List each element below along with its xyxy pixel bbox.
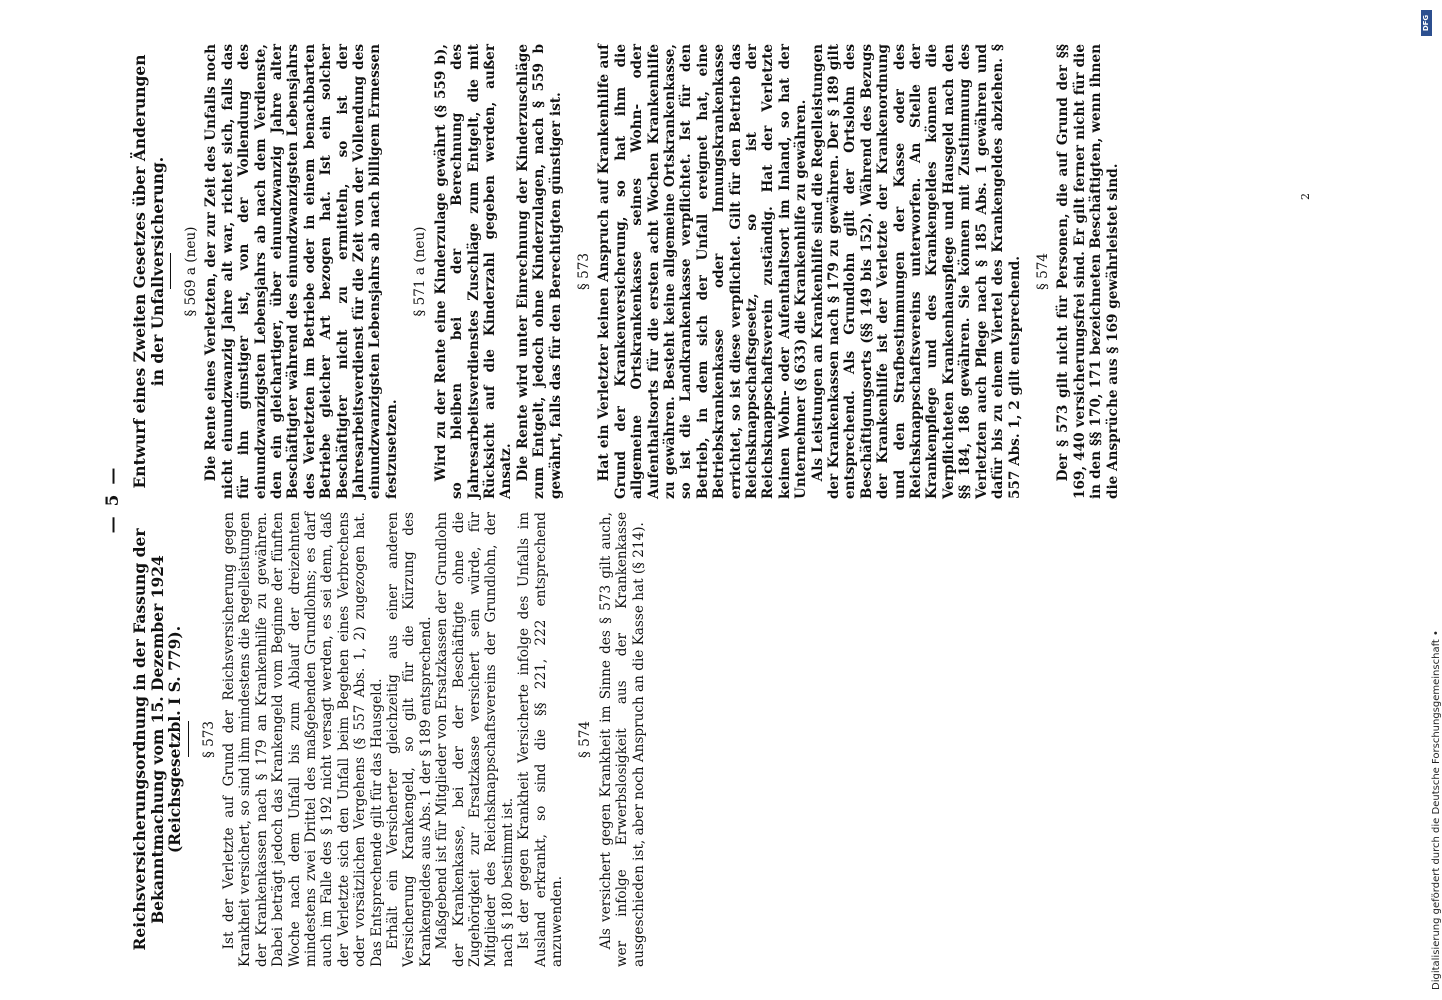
section-573-paragraph: Erhält ein Versicherter gleichzeitig aus einer anderen Versicherung Krankengeld, so gilt für die Kürzung des Krankengeldes aus Abs. 1 der § 189 entsprechend. (384, 512, 434, 967)
section-571a-paragraph: Die Rente wird unter Einrechnung der Kinderzuschläge zum Entgelt, jedoch ohne Kinderzulagen, nach § 559 b gewährt, falls das für den Berechtigten günstiger ist. (514, 44, 564, 499)
section-573-paragraph: Als Leistungen an Krankenhilfe sind die Regelleistungen der Krankenkassen nach § 179 zu gewähren. Der § 189 gilt entsprechend. Als Grundlohn gilt der Ortslohn des Beschäftigungsorts (§§ 149 bis 152). Während des Bezugs der Krankenhilfe ist der Verletzte der Krankenordnung und den Strafbestimmungen der Kasse oder des Reichsknappschaftsvereins unterworfen. An Stelle der Krankenpflege und des Krankengeldes können die Verpflichteten Krankenhauspflege und Hausgeld nach den §§ 184, 186 gewähren. Sie können mit Zustimmung des Verletzten auch Pflege nach § 185 Abs. 1 gewähren und dafür bis zu einem Viertel des Krankengeldes abziehen. § 557 Abs. 1, 2 gilt entsprechend. (809, 44, 1023, 499)
current-law-column (131, 512, 647, 967)
section-571a-paragraph: Wird zu der Rente eine Kinderzulage gewährt (§ 559 b), so bleiben bei der Berechnung des Jahresarbeitsverdienstes Zuschläge zum Entgelt, die mit Rücksicht auf die Kinderzahl gegeben werden, außer Ansatz. (432, 44, 515, 499)
draft-law-column (131, 44, 1121, 499)
section-573-paragraph: Ist der gegen Krankheit Versicherte infolge des Unfalls im Ausland erkrankt, so sind die §§ 221, 222 entsprechend anzuwenden. (516, 512, 566, 967)
digitization-note: Digitalisierung gefördert durch die Deutsche Forschungsgemeinschaft • (1431, 630, 1442, 990)
dfg-logo-text: DFG (1422, 14, 1431, 32)
section-569a-paragraph: Die Rente eines Verletzten, der zur Zeit des Unfalls noch nicht einundzwanzig Jahre alt war, richtet sich, falls das für ihn günstiger ist, von der Vollendung des einundzwanzigsten Lebensjahrs ab nach dem Verdienste, den ein gleichartiger, über einundzwanzig Jahre alter Beschäftigter während des einundzwanzigsten Lebensjahrs des Verletzten im Betriebe oder in einem benachbarten Betriebe gleicher Art bezogen hat. Ist ein solcher Beschäftigter nicht zu ermitteln, so ist der Jahresarbeitsverdienst für die Zeit von der Vollendung des einundzwanzigsten Lebensjahrs ab nach billigem Ermessen festzusetzen. (203, 44, 400, 499)
section-573-paragraph: Maßgebend ist für Mitglieder von Ersatzkassen der Grundlohn der Krankenkasse, bei der der Beschäftigte ohne die Zugehörigkeit zur Ersatzkasse versichert sein würde, für Mitglieder des Reichsknappschaftsvereins der Grundlohn, der nach § 180 bestimmt ist. (434, 512, 516, 967)
section-571a-heading: § 571 a (neu) (412, 226, 429, 317)
section-574-paragraph: Als versichert gegen Krankheit im Sinne des § 573 gilt auch, wer infolge Erwerbslosigkeit aus der Krankenkasse ausgeschieden ist, aber noch Anspruch an die Kasse hat (§ 214). (597, 512, 647, 967)
current-law-title: Reichsversicherungsordnung in der Fassung der Bekanntmachung vom 15. Dezember 1924 (Reichsgesetzbl. I S. 779). (130, 528, 184, 951)
section-573-heading: § 573 (200, 720, 217, 759)
section-574-paragraph: Der § 573 gilt nicht für Personen, die auf Grund der §§ 169, 440 versicherungsfrei sind. Er gilt ferner nicht für die in den §§ 170, 171 bezeichneten Beschäftigten, wenn ihnen die Ansprüche aus § 169 gewährleistet sind. (1055, 44, 1121, 499)
section-574-heading: § 574 (577, 720, 594, 759)
draft-law-title: Entwurf eines Zweiten Gesetzes über Änderungen in der Unfallversicherung. (130, 54, 167, 489)
title-rule (170, 254, 171, 290)
page-number: — 5 — (103, 465, 123, 534)
section-573-paragraph: Ist der Verletzte auf Grund der Reichsversicherung gegen Krankheit versichert, so sind ihm mindestens die Regelleistungen der Krankenkassen nach § 179 an Krankenhilfe zu gewähren. Dabei beträgt jedoch das Krankengeld vom Beginne der fünften Woche nach dem Unfall bis zum Ablauf der dreizehnten mindestens zwei Drittel des maßgebenden Grundlohns; es darf auch im Falle des § 192 nicht versagt werden, es sei denn, daß der Verletzte sich den Unfall beim Begehen eines Verbrechens oder vorsätzlichen Vergehens (§ 557 Abs. 1, 2) zugezogen hat. Das Entsprechende gilt für das Hausgeld. (220, 512, 385, 967)
dfg-logo (1421, 10, 1432, 36)
scanned-page (103, 32, 1313, 967)
section-573-heading: § 573 (575, 252, 592, 291)
folio-number: 2 (1299, 193, 1312, 200)
section-574-heading: § 574 (1034, 252, 1051, 291)
section-573-paragraph: Hat ein Verletzter keinen Anspruch auf Krankenhilfe auf Grund der Krankenversicherung, so hat ihm die allgemeine Ortskrankenkasse seines Wohn- oder Aufenthaltsorts für die ersten acht Wochen Krankenhilfe zu gewähren. Besteht keine allgemeine Ortskrankenkasse, so ist die Landkrankenkasse verpflichtet. Ist für den Betrieb, in dem sich der Unfall ereignet hat, eine Betriebskrankenkasse oder Innungskrankenkasse errichtet, so ist diese verpflichtet. Gilt für den Betrieb das Reichsknappschaftsgesetz, so ist der Reichsknappschaftsverein zuständig. Hat der Verletzte keinen Wohn- oder Aufenthaltsort im Inland, so hat der Unternehmer (§ 633) die Krankenhilfe zu gewähren. (596, 44, 810, 499)
section-569a-heading: § 569 a (neu) (183, 226, 199, 317)
title-rule (188, 722, 189, 758)
